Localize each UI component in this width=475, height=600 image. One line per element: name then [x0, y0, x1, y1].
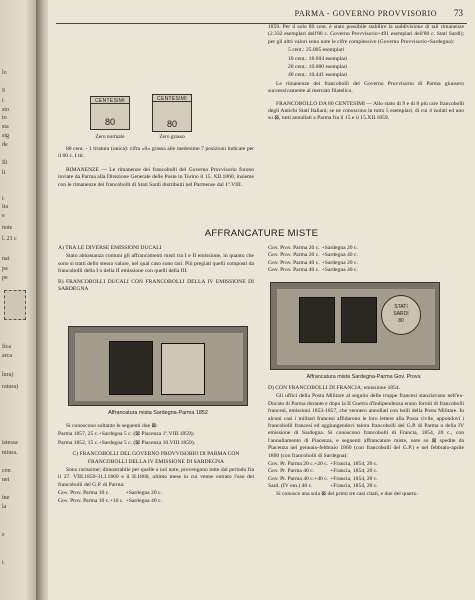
cancel-top-label: CENTESIMI	[157, 96, 187, 102]
cancel-text: 80	[398, 318, 404, 324]
left-margin-fragment: e	[2, 213, 5, 219]
list-cell: Gov. Pr. Parma 20 c.+20 c.	[268, 461, 329, 468]
paragraph: Gli uffici della Posta Militare al seguito delle truppe francesi stanziavano nell'ex-Ducato di Parma durante e dopo la II Guerra d'Indipendenza erano forniti di francobolli francesi, emissioni 1853-1857, che vennero annullati con bolli della Posta Militare. In alcuni casi i militari francesi affidarono le loro lettere alla Posta civile, appondovi i francobolli francesi ed aggiungendovi talora francobolli del G.P. di Parma o della IV emissione di Sardegna. Si conoscono francobolli di Francia, 1854, 20 c., con l'annullamento di Piacenza, e seguenti affrancature miste, note su ⊠ spedite da Piacenza nel gennaio-febbraio 1860 (con francobolli del G.P.) e nel febbraio-aprile 1860 (con francobolli di Sardegna):	[268, 393, 464, 459]
paragraph: RIMANENZE — Le rimanenze dei francobolli del Governo Provvisorio furono inviate da Parma alla Direzione Generale delle Poste in Torino il 15. XII.1860, insieme con le rimanenze dei francobolli di Stati Sardi distribuiti nel Parmense dal 1º.VIII.	[58, 166, 254, 188]
left-margin-fragment: l. 21 c	[2, 236, 17, 242]
left-margin-fragment: to	[2, 115, 7, 121]
stamp-image	[109, 341, 153, 395]
left-margin-fragment: 9	[2, 88, 5, 94]
running-header	[56, 6, 467, 24]
left-margin-fragment: lo	[2, 70, 7, 76]
list-cell: Gov. Pr. Parma 40 c.+40 c.	[268, 475, 329, 482]
paragraph: Parma 1852, 15 c.+Sardegna 5 c. (⊠ Piacenza 10.VIII.1859).	[58, 439, 196, 446]
left-margin-fragment: la	[2, 504, 7, 510]
list-row	[58, 498, 164, 505]
cover-photo-sardegna-parma-gov-provv	[270, 282, 440, 370]
subsection-heading: D) CON FRANCOBOLLI DI FRANCIA, emissione 1854.	[268, 385, 401, 391]
left-margin-fragment: iia	[2, 204, 8, 210]
list-cell: Sard. (IV em.) 40 c.	[268, 483, 313, 490]
section-title: AFFRANCATURE MISTE	[204, 228, 319, 239]
list-cell: Gov. Prov. Parma 40 c.	[268, 267, 320, 274]
affrancature-list-c	[58, 490, 164, 505]
cancel-text: SARDI	[393, 311, 409, 317]
paragraph: Stato abbastanza comuni gli affrancamenti misti tra I e II emissione, in quanto che sono si tratti dello stesso valore, nel qual caso sono rari. Più pregiati quelli composti da francobolli della I o della II emissione con quelli della III.	[58, 253, 254, 275]
left-margin-fragment: ratura)	[2, 384, 18, 390]
left-margin-fragment: li	[2, 170, 6, 176]
quantity-line: 10 cent.: 18.604 esemplari	[288, 55, 348, 62]
left-margin-fragment: nat	[2, 256, 10, 262]
cancel-caption: Zero normale	[95, 134, 125, 140]
left-margin-fragment: note	[2, 225, 13, 231]
left-column-top-text	[58, 146, 254, 190]
left-margin-fragment: i	[2, 196, 4, 202]
list-row	[268, 245, 360, 252]
quantity-line: 20 cent.: 10.000 esemplari	[288, 64, 348, 71]
left-margin-fragment: nei	[2, 477, 10, 483]
left-margin-fragment: e	[2, 532, 5, 538]
left-margin-fragment: lura)	[2, 372, 14, 378]
left-margin-fragment: istessa	[2, 440, 18, 446]
left-page-stamp-image	[4, 290, 26, 320]
cancel-zero-normale	[90, 96, 130, 130]
running-header-title: PARMA - GOVERNO PROVVISORIO	[294, 9, 437, 18]
envelope-shape	[75, 333, 243, 401]
left-margin-fragment: sig	[2, 133, 10, 139]
cancel-zero-grasso	[152, 94, 192, 132]
paragraph: 1859. Per il solo 80 cent. è stato possibile stabilire la suddivisione di tali rimanenze (2.332 esemplari dell'80 c. Governo Provvisorio+491 esemplari dell'80 c. Stati Sardi); per gli altri valori sono note le cifre complessive (Governo Provvisorio+Sardegna):	[268, 24, 464, 45]
left-margin-fragment: pa	[2, 266, 8, 272]
subsection-heading: B) FRANCOBOLLI DUCALI CON FRANCOBOLLI DELLA IV EMISSIONE DI SARDEGNA	[58, 278, 254, 293]
stati-sardi-cancel	[381, 295, 421, 335]
paragraph: Si conoscono soltanto le seguenti due ⊠:	[66, 423, 158, 429]
paragraph: Sono rarissime; dimostrabile per quelle a noi note, provengono tutte dal periodo fra il 27. VIII.1859-31.I.1860 e il II.1860, ultimo mese in cui venne entrato l'uso dei francobolli del G.P. di Parma:	[58, 467, 254, 488]
left-margin-fragment: Ili	[2, 160, 8, 166]
list-row	[268, 252, 360, 259]
list-cell: +Sardegna 40 c.	[321, 252, 358, 259]
quantity-line: 5 cent.: 25.005 esemplari	[288, 47, 345, 54]
list-cell: +Francia, 1854, 20 c.	[330, 483, 378, 490]
stamp-image	[299, 297, 335, 343]
stamp-image	[341, 297, 377, 343]
list-row	[268, 468, 380, 475]
list-cell: Gov. Prov. Parma 10 c.+10 c.	[58, 497, 124, 504]
subsection-heading: A) TRA LE DIVERSE EMISSIONI DUCALI	[58, 245, 162, 251]
right-column-list	[268, 245, 464, 275]
book-page	[48, 0, 475, 600]
list-cell: +Sardegna 40 c.	[321, 267, 358, 274]
list-cell: +Francia, 1854, 20 c.	[330, 461, 378, 468]
list-cell: +Francia, 1854, 20 c.	[330, 468, 378, 475]
list-cell: Gov. Prov. Parma 20 c.	[268, 252, 320, 259]
photo-caption: Affrancatura mista Sardegna-Parma 1852	[108, 410, 208, 416]
cancel-text: STATI	[394, 304, 408, 310]
left-margin-fragment: ine	[2, 495, 10, 501]
paragraph: FRANCOBOLLO DA 80 CENTESIMI — Allo stato di 9 e di 8 più rare francobolli degli Antichi Stati Italiani; se ne conoscono in tutto 5 esemplari, di cui 4 isolati ed uno su ⊠, tutti annullati a Parma fra il 15 e il 15.XII.1859.	[268, 100, 464, 122]
list-cell: +Sardegna 40 c.	[125, 497, 162, 504]
list-cell: +Sardegna 20 c.	[321, 259, 358, 266]
cancel-top-label: CENTESIMI	[95, 98, 125, 104]
left-margin-fragment: con	[2, 468, 11, 474]
page-number: 73	[454, 8, 463, 18]
left-margin-fragment: fica	[2, 344, 11, 350]
list-row	[268, 461, 380, 468]
list-cell: +Sardegna 20 c.	[125, 490, 162, 497]
affrancature-list-right	[268, 245, 360, 275]
paragraph: Parma 1857, 25 c.+Sardegna 5 c. (⊠ Piacenza 1º.VIII.1859);	[58, 431, 195, 438]
left-margin-fragment: i	[2, 98, 4, 104]
right-column-top-text	[268, 24, 464, 124]
cancel-value: 80	[104, 117, 115, 127]
left-facing-page	[0, 0, 36, 600]
list-cell: Gov. Prov. Parma 10 c.	[58, 490, 110, 497]
left-margin-fragment: de	[2, 142, 8, 148]
list-cell: Gov. Prov. Parma 40 c.	[268, 259, 320, 266]
list-row	[268, 260, 360, 267]
left-margin-fragment: nitura.	[2, 450, 18, 456]
left-margin-fragment: sto	[2, 107, 10, 113]
left-margin-fragment: arca	[2, 353, 12, 359]
left-margin-fragment: sta	[2, 124, 9, 130]
left-margin-fragment: pe	[2, 275, 8, 281]
list-row	[268, 267, 360, 274]
subsection-heading: C) FRANCOBOLLI DEL GOVERNO PROVVISORIO DI PARMA CON FRANCOBOLLI DELLA IV EMISSIONE DI SARDEGNA	[72, 451, 240, 465]
paragraph: Si conosce una sola ⊠ dei primi tre casi citati, e due del quarto.	[276, 490, 418, 497]
left-column-section-b-c	[58, 423, 254, 505]
list-cell: Gov. Prov. Parma 20 c.	[268, 245, 320, 251]
list-cell: +Sardegna 20 c.	[321, 245, 358, 251]
paragraph: 80 cent. - 1 tiratura (unica): cifra «0» grassa alle medesime 7 posizioni indicate per il 60 c. I tir.	[58, 146, 254, 160]
list-cell: Gov. Pr. Parma 40 c.	[268, 468, 315, 475]
affrancature-list-d	[268, 461, 380, 491]
list-row	[58, 490, 164, 497]
left-margin-fragment: i	[2, 560, 4, 566]
cancel-value: 80	[166, 119, 177, 129]
paragraph: Le rimanenze dei francobolli del Governo Provvisorio di Parma giunsero successivamente al mercato filatelico.	[268, 80, 464, 95]
list-cell: +Francia, 1854, 20 c.	[330, 475, 378, 482]
left-column-section-a	[58, 245, 254, 294]
cancel-caption: Zero grasso	[159, 134, 185, 140]
stamp-image	[161, 343, 205, 395]
right-column-section-d	[268, 385, 464, 499]
list-row	[268, 483, 380, 490]
cover-photo-sardegna-parma-1852	[68, 326, 248, 406]
quantity-line: 40 cent.: 10.441 esemplari	[288, 72, 348, 79]
photo-caption: Affrancatura mista Sardegna-Parma Gov. Provv.	[306, 374, 422, 380]
